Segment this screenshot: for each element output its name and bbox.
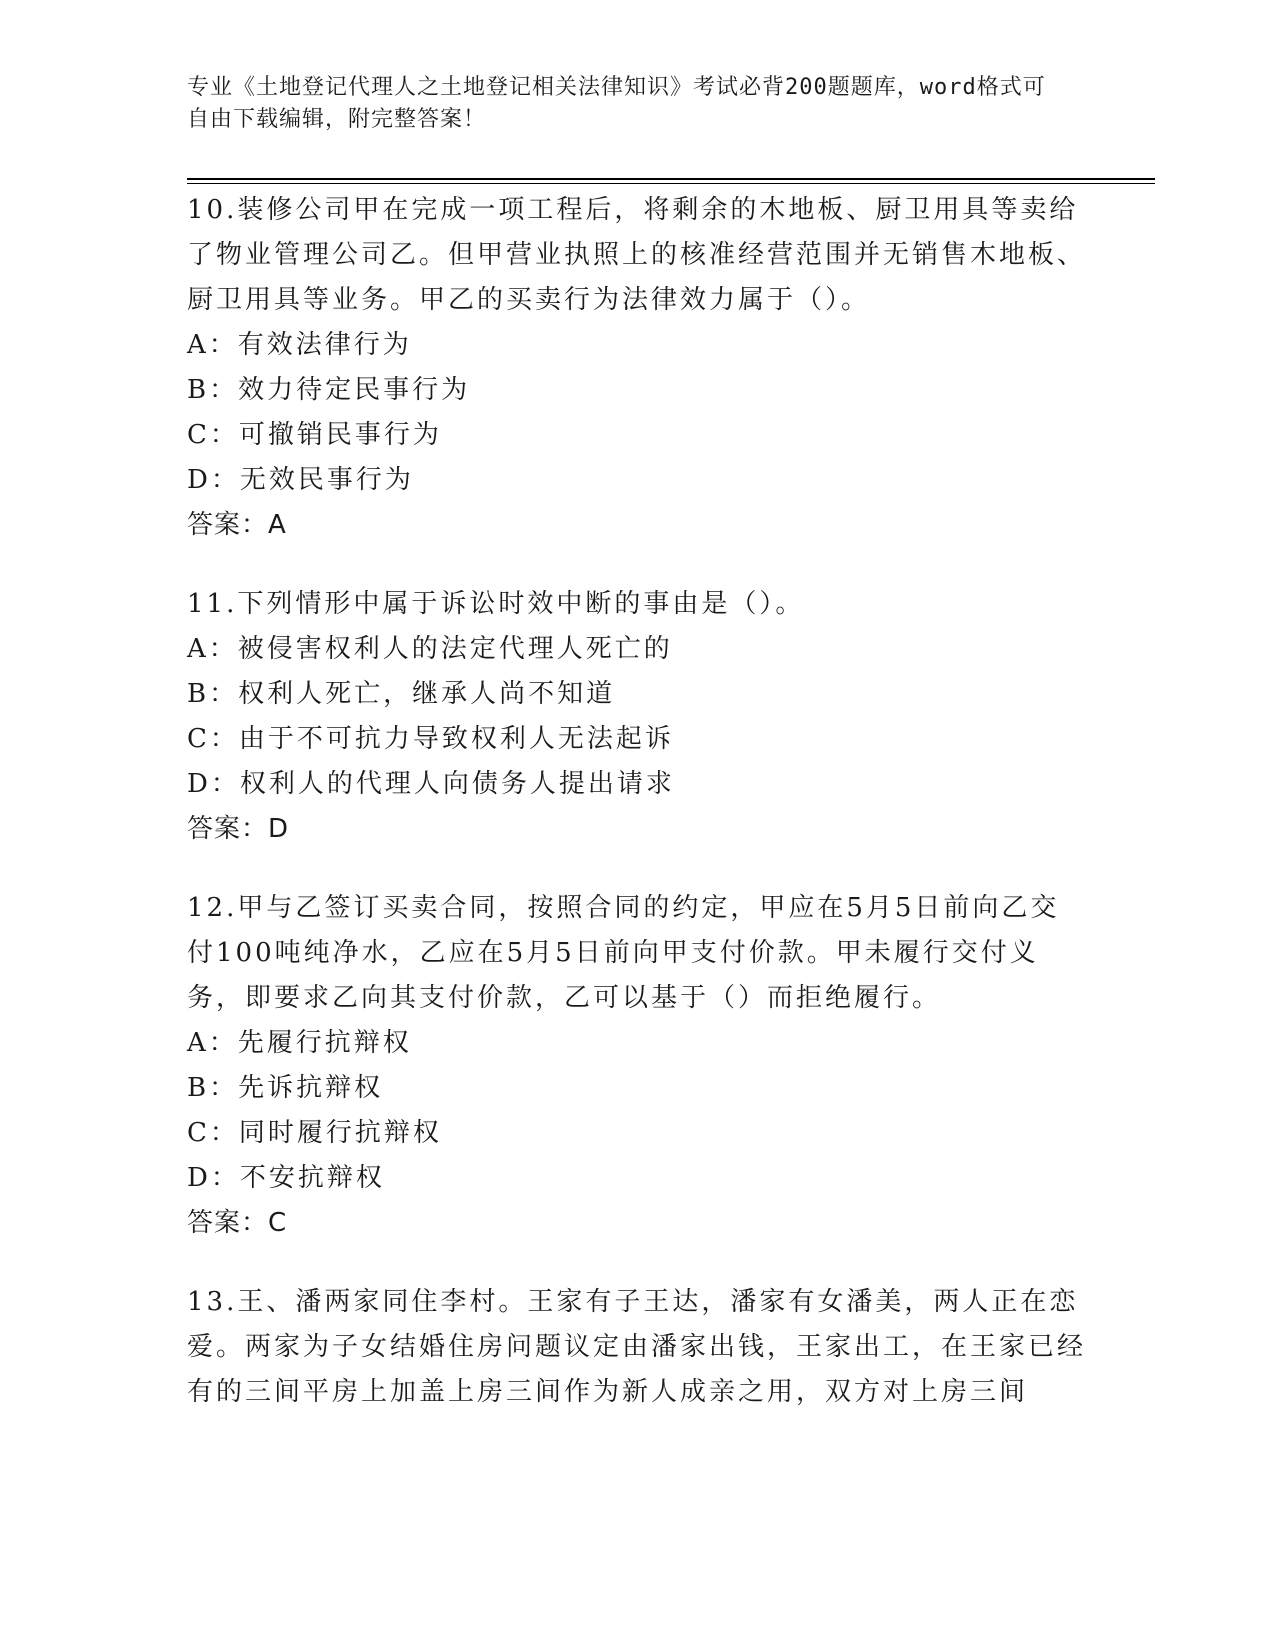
question-stem: 12.甲与乙签订买卖合同，按照合同的约定，甲应在5月5日前向乙交付100吨纯净水，乙应在5月5日前向甲支付价款。甲未履行交付义务，即要求乙向其支付价款，乙可以基于（）而拒绝履行。 — [187, 893, 1060, 1013]
option-c: C：由于不可抗力导致权利人无法起诉 — [187, 724, 674, 754]
option-b: B：效力待定民事行为 — [187, 375, 471, 405]
question-list — [187, 188, 1087, 1449]
option-d: D：无效民事行为 — [187, 465, 414, 495]
answer: 答案：A — [187, 510, 287, 540]
question-stem: 13.王、潘两家同住李村。王家有子王达，潘家有女潘美，两人正在恋爱。两家为子女结婚住房问题议定由潘家出钱，王家出工，在王家已经有的三间平房上加盖上房三间作为新人成亲之用，双方对上房三间 — [187, 1287, 1087, 1407]
question-11 — [187, 582, 1087, 852]
answer: 答案：D — [187, 814, 290, 844]
option-d: D：权利人的代理人向债务人提出请求 — [187, 769, 675, 799]
question-13 — [187, 1280, 1087, 1415]
option-c: C：同时履行抗辩权 — [187, 1118, 442, 1148]
header-divider-thin — [187, 183, 1155, 184]
option-c: C：可撤销民事行为 — [187, 420, 442, 450]
option-a: A：有效法律行为 — [187, 330, 412, 360]
option-a: A：被侵害权利人的法定代理人死亡的 — [187, 634, 673, 664]
option-d: D：不安抗辩权 — [187, 1163, 385, 1193]
question-stem: 10.装修公司甲在完成一项工程后，将剩余的木地板、厨卫用具等卖给了物业管理公司乙。但甲营业执照上的核准经营范围并无销售木地板、厨卫用具等业务。甲乙的买卖行为法律效力属于（）。 — [187, 195, 1087, 315]
answer: 答案：C — [187, 1208, 288, 1238]
option-a: A：先履行抗辩权 — [187, 1028, 412, 1058]
question-stem: 11.下列情形中属于诉讼时效中断的事由是（）。 — [187, 589, 805, 619]
option-b: B：先诉抗辩权 — [187, 1073, 384, 1103]
question-12 — [187, 886, 1087, 1246]
question-10 — [187, 188, 1087, 548]
option-b: B：权利人死亡，继承人尚不知道 — [187, 679, 616, 709]
header-divider-thick — [187, 178, 1155, 180]
document-header: 专业《土地登记代理人之土地登记相关法律知识》考试必背200题题库，word格式可自由下载编辑，附完整答案！ — [187, 75, 1046, 132]
